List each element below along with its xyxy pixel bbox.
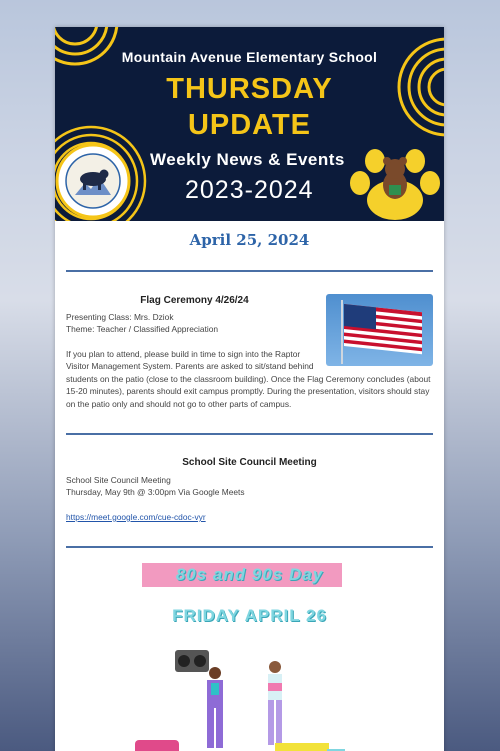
issue-date: April 25, 2024 — [189, 231, 310, 249]
event-headline: 80s and 90s Day — [175, 565, 324, 584]
site-council-title: School Site Council Meeting — [182, 457, 317, 468]
retro-costumes-image — [115, 645, 375, 751]
flag-ceremony-info — [66, 311, 321, 336]
header-banner — [55, 27, 444, 221]
body-line: 15-20 minutes), parents should exit campus promptly. During the presentation, visitors should stay — [66, 386, 430, 397]
school-year: 2023-2024 — [185, 176, 314, 204]
newsletter-title-line1: THURSDAY — [166, 73, 333, 105]
body-line: on the patio only and should not go to other parts of campus. — [66, 398, 292, 409]
meeting-datetime: Thursday, May 9th @ 3:00pm Via Google Meets — [66, 487, 245, 498]
body-line: students on the patio (close to the classroom building). Once the Flag Ceremony concludes (about — [66, 373, 431, 384]
american-flag-image — [326, 294, 433, 366]
presenting-class: Presenting Class: Mrs. Dziok — [66, 312, 174, 322]
section-divider — [66, 433, 433, 435]
school-seal-logo — [55, 141, 133, 221]
body-line: If you plan to attend, please build in time to sign into the Raptor — [66, 349, 301, 359]
google-meet-link[interactable]: https://meet.google.com/cue-cdoc-vyr — [66, 512, 206, 522]
ceremony-theme: Theme: Teacher / Classified Appreciation — [66, 324, 219, 335]
site-council-info — [66, 474, 426, 499]
newsletter-card — [55, 27, 444, 751]
newsletter-title-line2: UPDATE — [187, 109, 312, 141]
body-line: Visitor Management System. Parents are asked to sit/stand behind — [66, 361, 314, 372]
newsletter-subtitle: Weekly News & Events — [150, 150, 345, 169]
bear-paw-mascot-icon — [345, 145, 444, 221]
school-name: Mountain Avenue Elementary School — [121, 49, 378, 65]
section-divider — [66, 270, 433, 272]
flag-ceremony-title: Flag Ceremony 4/26/24 — [140, 295, 249, 306]
event-date: FRIDAY APRIL 26 — [172, 606, 327, 625]
section-divider — [66, 546, 433, 548]
meeting-name: School Site Council Meeting — [66, 475, 171, 485]
